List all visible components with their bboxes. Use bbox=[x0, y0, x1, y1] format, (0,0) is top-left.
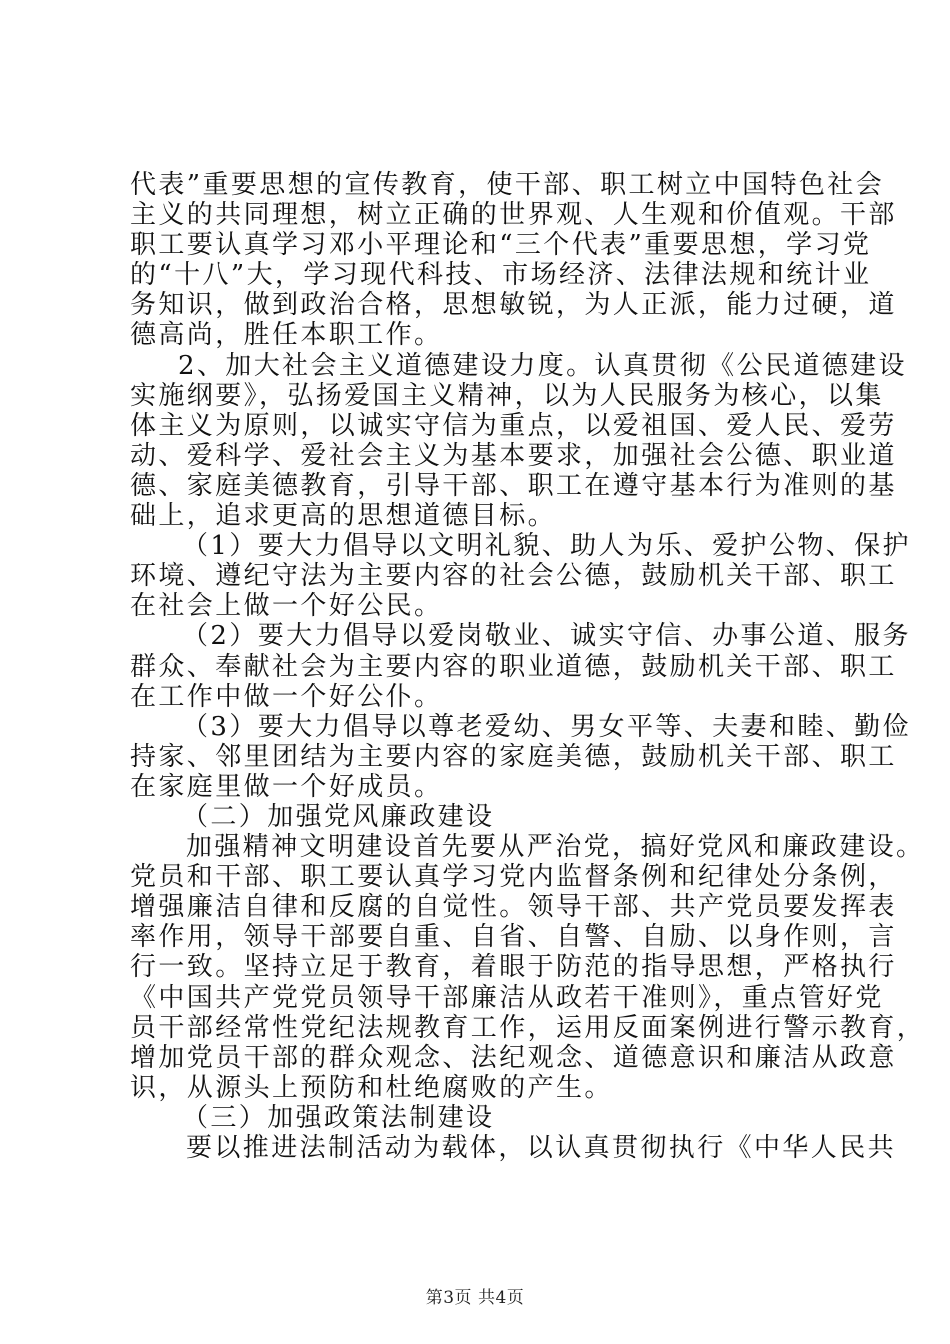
body-line: 识，从源头上预防和杜绝腐败的产生。 bbox=[130, 1072, 613, 1103]
page-number-footer: 第3页 共4页 bbox=[425, 1288, 525, 1308]
paragraph-start-line: 加强精神文明建设首先要从严治党，搞好党风和廉政建设。 bbox=[186, 832, 925, 863]
document-body bbox=[130, 170, 926, 1163]
body-line: 动、爱科学、爱社会主义为基本要求，加强社会公德、职业道 bbox=[130, 440, 897, 471]
body-line: 党员和干部、职工要认真学习党内监督条例和纪律处分条例， bbox=[130, 862, 897, 893]
body-line: 德、家庭美德教育，引导干部、职工在遵守基本行为准则的基 bbox=[130, 470, 897, 501]
body-line: 持家、邻里团结为主要内容的家庭美德，鼓励机关干部、职工 bbox=[130, 741, 897, 772]
body-line: 务知识，做到政治合格，思想敏锐，为人正派，能力过硬，道 bbox=[130, 290, 897, 321]
body-line: 在家庭里做一个好成员。 bbox=[130, 771, 443, 802]
body-line: 在工作中做一个好公仆。 bbox=[130, 681, 443, 712]
body-line: 体主义为原则，以诚实守信为重点，以爱祖国、爱人民、爱劳 bbox=[130, 410, 897, 441]
body-line: 职工要认真学习邓小平理论和“三个代表”重要思想，学习党 bbox=[130, 230, 872, 261]
paragraph-start-line: 2、加大社会主义道德建设力度。认真贯彻《公民道德建设 bbox=[178, 350, 907, 381]
list-item-start-line: （2）要大力倡导以爱岗敬业、诚实守信、办事公道、服务 bbox=[182, 621, 911, 652]
body-line: 增强廉洁自律和反腐的自觉性。领导干部、共产党员要发挥表 bbox=[130, 892, 897, 923]
body-line: 群众、奉献社会为主要内容的职业道德，鼓励机关干部、职工 bbox=[130, 651, 897, 682]
section-heading: （二）加强党风廉政建设 bbox=[182, 801, 495, 832]
body-line: 实施纲要》，弘扬爱国主义精神，以为人民服务为核心，以集 bbox=[130, 380, 884, 411]
body-line: 主义的共同理想，树立正确的世界观、人生观和价值观。干部 bbox=[130, 200, 897, 231]
body-line: 的“十八”大，学习现代科技、市场经济、法律法规和统计业 bbox=[130, 260, 872, 291]
body-line: 代表”重要思想的宣传教育，使干部、职工树立中国特色社会 bbox=[130, 170, 885, 200]
body-line: 德高尚，胜任本职工作。 bbox=[130, 320, 443, 351]
body-line: 在社会上做一个好公民。 bbox=[130, 591, 443, 622]
body-line: 环境、遵纪守法为主要内容的社会公德，鼓励机关干部、职工 bbox=[130, 561, 897, 592]
body-line: 增加党员干部的群众观念、法纪观念、道德意识和廉洁从政意 bbox=[130, 1042, 897, 1073]
paragraph-start-line: 要以推进法制活动为载体，以认真贯彻执行《中华人民共 bbox=[186, 1133, 897, 1163]
body-line: 础上，追求更高的思想道德目标。 bbox=[130, 501, 557, 532]
list-item-start-line: （1）要大力倡导以文明礼貌、助人为乐、爱护公物、保护 bbox=[182, 531, 911, 562]
body-line: 率作用，领导干部要自重、自省、自警、自励、以身作则，言 bbox=[130, 922, 897, 953]
body-line: 《中国共产党党员领导干部廉洁从政若干准则》，重点管好党 bbox=[130, 982, 884, 1013]
list-item-start-line: （3）要大力倡导以尊老爱幼、男女平等、夫妻和睦、勤俭 bbox=[182, 711, 911, 742]
body-line: 行一致。坚持立足于教育，着眼于防范的指导思想，严格执行 bbox=[130, 952, 897, 983]
body-line: 员干部经常性党纪法规教育工作，运用反面案例进行警示教育， bbox=[130, 1012, 926, 1043]
section-heading: （三）加强政策法制建设 bbox=[182, 1102, 495, 1133]
